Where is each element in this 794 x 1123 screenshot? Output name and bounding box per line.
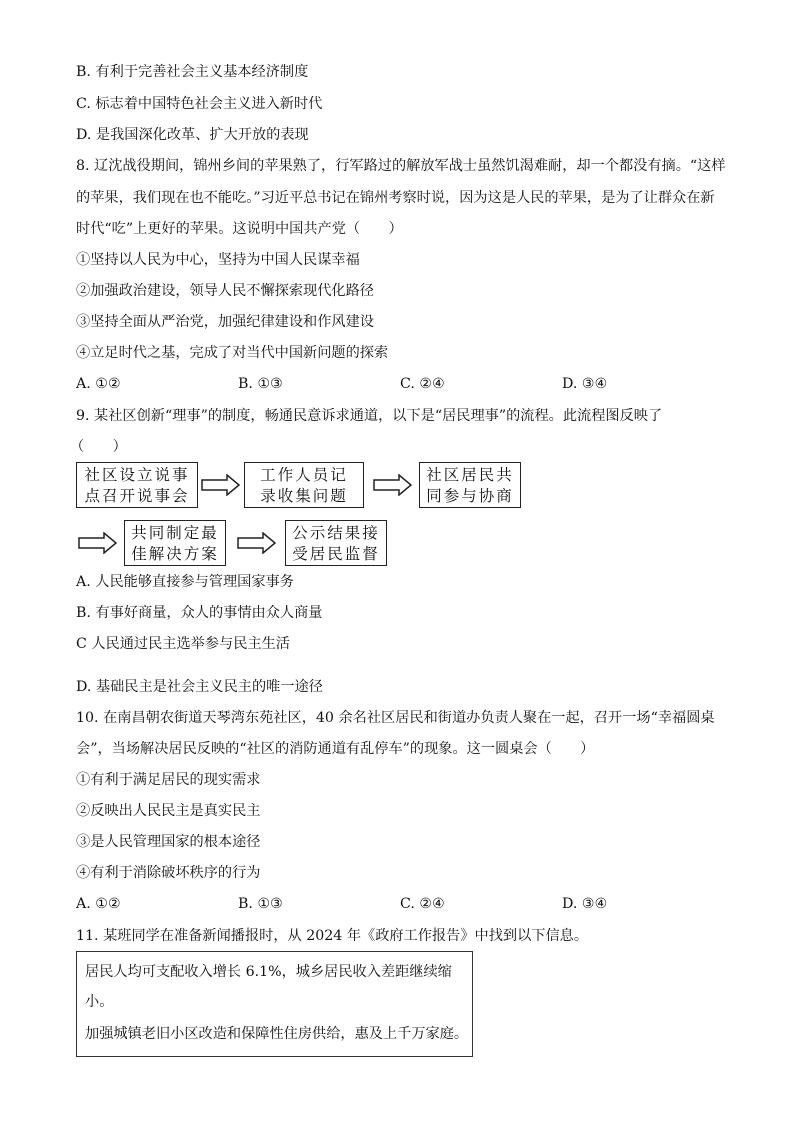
q8-item-3: ③坚持全面从严治党，加强纪律建设和作风建设 <box>76 314 374 330</box>
q9-stem: 9. 某社区创新“理事”的制度，畅通民意诉求通道，以下是“居民理事”的流程。此流程图反映了 <box>76 408 663 424</box>
q10-options <box>76 894 716 914</box>
q8-item-2: ②加强政治建设，领导人民不懈探索现代化路径 <box>76 283 374 299</box>
arrow-right-icon <box>373 474 413 496</box>
q9-option-d: D. 基础民主是社会主义民主的唯一途径 <box>76 679 323 695</box>
q8-option-b: B. ①③ <box>238 376 283 392</box>
q11-stem: 11. 某班同学在准备新闻播报时，从 2024 年《政府工作报告》中找到以下信息。 <box>76 928 589 944</box>
flow-step-5: 公示结果接 受居民监督 <box>285 520 387 566</box>
q10-option-c: C. ②④ <box>400 896 445 912</box>
q8-option-a: A. ①② <box>76 376 121 392</box>
q11-info-box <box>76 951 473 1057</box>
q9-option-b: B. 有事好商量，众人的事情由众人商量 <box>76 605 323 621</box>
q9-option-a: A. 人民能够直接参与管理国家事务 <box>76 574 294 590</box>
q8-item-1: ①坚持以人民为中心，坚持为中国人民谋幸福 <box>76 252 360 268</box>
q8-item-4: ④立足时代之基，完成了对当代中国新问题的探索 <box>76 345 389 361</box>
q7-option-c: C. 标志着中国特色社会主义进入新时代 <box>76 96 323 112</box>
q10-option-b: B. ①③ <box>238 896 283 912</box>
q10-item-1: ①有利于满足居民的现实需求 <box>76 772 261 788</box>
q10-item-3: ③是人民管理国家的根本途径 <box>76 834 261 850</box>
q8-options <box>76 374 716 394</box>
arrow-right-icon <box>237 532 277 554</box>
q8-option-c: C. ②④ <box>400 376 445 392</box>
q11-info-line-1: 居民人均可支配收入增长 6.1%，城乡居民收入差距继续缩 <box>85 964 452 980</box>
flow-step-3: 社区居民共 同参与协商 <box>419 462 521 508</box>
q11-info-line-3: 加强城镇老旧小区改造和保障性住房供给，惠及上千万家庭。 <box>85 1026 469 1042</box>
q9-answer-paren: （ ） <box>70 439 127 455</box>
q10-stem-line-2: 会”，当场解决居民反映的“社区的消防通道有乱停车”的现象。这一圆桌会（ ） <box>76 741 595 757</box>
flow-step-4: 共同制定最 佳解决方案 <box>124 520 226 566</box>
q10-option-a: A. ①② <box>76 896 121 912</box>
flow-step-1: 社区设立说事 点召开说事会 <box>76 462 198 508</box>
q7-option-b: B. 有利于完善社会主义基本经济制度 <box>76 64 309 80</box>
q10-option-d: D. ③④ <box>562 896 608 912</box>
flow-step-2: 工作人员记 录收集问题 <box>244 462 364 508</box>
q10-stem-line-1: 10. 在南昌朝农街道天琴湾东苑社区，40 余名社区居民和街道办负责人聚在一起，召开一场“幸福圆桌 <box>76 710 715 726</box>
arrow-right-icon <box>201 474 241 496</box>
q8-option-d: D. ③④ <box>562 376 608 392</box>
q8-stem-line-3: 时代“吃”上更好的苹果。这说明中国共产党（ ） <box>76 221 403 237</box>
arrow-right-icon <box>78 532 118 554</box>
q8-stem-line-2: 的苹果，我们现在也不能吃。”习近平总书记在锦州考察时说，因为这是人民的苹果，是为了让群众在新 <box>76 190 715 206</box>
q9-option-c: C 人民通过民主选举参与民主生活 <box>76 636 290 652</box>
q11-info-line-2: 小。 <box>85 994 114 1010</box>
q8-stem-line-1: 8. 辽沈战役期间，锦州乡间的苹果熟了，行军路过的解放军战士虽然饥渴难耐，却一个都没有摘。“这样 <box>76 158 726 174</box>
q10-item-4: ④有利于消除破坏秩序的行为 <box>76 865 261 881</box>
q10-item-2: ②反映出人民民主是真实民主 <box>76 803 261 819</box>
q7-option-d: D. 是我国深化改革、扩大开放的表现 <box>76 127 309 143</box>
